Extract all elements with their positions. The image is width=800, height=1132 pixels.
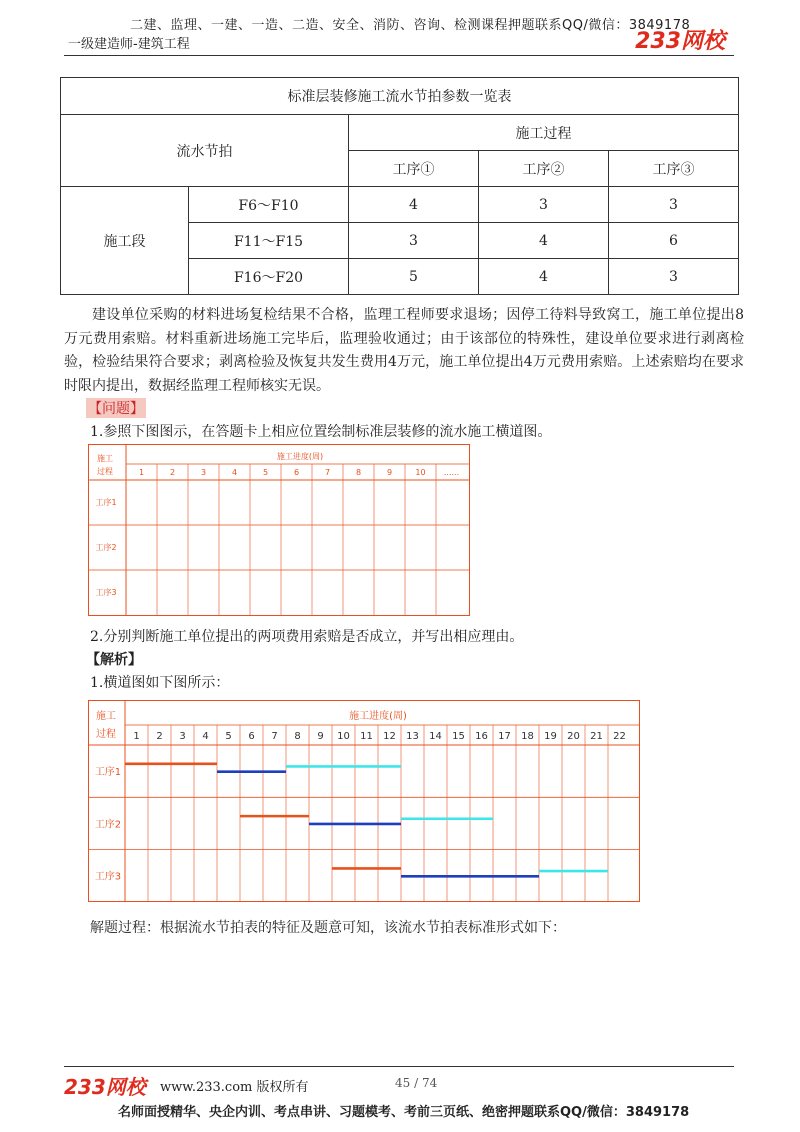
case-paragraph: 建设单位采购的材料进场复检结果不合格，监理工程师要求退场；因停工待料导致窝工，施工单位提出8万元费用索赔。材料重新进场施工完毕后，监理验收通过；由于该部位的特殊性，建设单位要求进行剥离检验，检验结果符合要求；剥离检验及恢复共发生费用4万元，施工单位提出4万元费用索赔。上述索赔均在要求时限内提出，数据经监理工程师核实无误。 bbox=[64, 307, 744, 394]
chart1-week-label: 9 bbox=[386, 468, 393, 477]
chart2-week-label: 16 bbox=[475, 731, 488, 742]
analysis-tag: 【解析】 bbox=[86, 652, 142, 668]
footer-site: www.233.com 版权所有 bbox=[160, 1080, 309, 1095]
chart2-week-label: 19 bbox=[544, 731, 557, 742]
header-logo: 233网校 bbox=[635, 29, 725, 54]
chart1-week-label: 8 bbox=[355, 468, 362, 477]
table-cell: 3 bbox=[609, 259, 739, 295]
table-cell: 3 bbox=[349, 223, 479, 259]
chart2-week-label: 2 bbox=[156, 731, 163, 742]
chart1-week-label: 10 bbox=[415, 468, 426, 477]
chart2-week-label: 13 bbox=[406, 731, 419, 742]
table-cell: 4 bbox=[349, 187, 479, 223]
chart2-week-label: 20 bbox=[567, 731, 580, 742]
chart1-week-label: 5 bbox=[262, 468, 269, 477]
chart1-week-label: 1 bbox=[138, 468, 145, 477]
header-subtitle: 一级建造师-建筑工程 bbox=[68, 37, 190, 52]
chart1-week-label: 3 bbox=[200, 468, 207, 477]
chart2-week-label: 1 bbox=[133, 731, 140, 742]
chart2-week-label: 12 bbox=[383, 731, 396, 742]
table-cell: 3 bbox=[479, 187, 609, 223]
solution-process-text: 解题过程：根据流水节拍表的特征及题意可知，该流水节拍表标准形式如下： bbox=[90, 920, 566, 936]
table-cell: 5 bbox=[349, 259, 479, 295]
param-table bbox=[60, 77, 739, 295]
chart2-progress-label: 施工进度(周) bbox=[349, 711, 407, 722]
chart1-week-label: 7 bbox=[324, 468, 331, 477]
header-top-line: 二建、监理、一建、一造、二造、安全、消防、咨询、检测课程押题联系QQ/微信：3849178 bbox=[130, 18, 691, 33]
table-title: 标准层装修施工流水节拍参数一览表 bbox=[61, 78, 739, 115]
chart1-row-label: 工序1 bbox=[95, 498, 117, 507]
page-number: 45 / 74 bbox=[395, 1076, 438, 1090]
table-cell: 4 bbox=[479, 223, 609, 259]
chart2-week-label: 9 bbox=[317, 731, 324, 742]
chart2-week-label: 21 bbox=[590, 731, 603, 742]
table-process-2: 工序② bbox=[479, 151, 609, 187]
chart1-progress-label: 施工进度(周) bbox=[276, 452, 324, 461]
table-cell: 6 bbox=[609, 223, 739, 259]
chart2-week-label: 14 bbox=[429, 731, 442, 742]
chart2-week-label: 5 bbox=[225, 731, 232, 742]
chart2-week-label: 11 bbox=[360, 731, 373, 742]
chart1-header-bottom: 过程 bbox=[97, 467, 113, 476]
table-process-header: 施工过程 bbox=[349, 115, 739, 151]
chart2-header-top: 施工 bbox=[96, 711, 116, 722]
table-process-3: 工序③ bbox=[609, 151, 739, 187]
footer-divider bbox=[64, 1066, 734, 1067]
table-segment: F16～F20 bbox=[189, 259, 349, 295]
chart2-week-label: 18 bbox=[521, 731, 534, 742]
chart2-header-bottom: 过程 bbox=[96, 729, 116, 740]
table-cell: 3 bbox=[609, 187, 739, 223]
chart1-border bbox=[89, 445, 470, 616]
question-2: 2.分别判断施工单位提出的两项费用索赔是否成立，并写出相应理由。 bbox=[90, 629, 524, 645]
chart2-week-label: 15 bbox=[452, 731, 465, 742]
chart2-week-label: 17 bbox=[498, 731, 511, 742]
chart2-week-label: 10 bbox=[337, 731, 350, 742]
chart2-week-label: 3 bbox=[179, 731, 186, 742]
blank-gantt-grid bbox=[88, 444, 470, 616]
chart1-week-label: 4 bbox=[231, 468, 238, 477]
table-segment: F11～F15 bbox=[189, 223, 349, 259]
question-1: 1.参照下图图示，在答题卡上相应位置绘制标准层装修的流水施工横道图。 bbox=[90, 424, 552, 440]
chart2-row-label: 工序3 bbox=[94, 871, 122, 883]
chart2-week-label: 7 bbox=[271, 731, 278, 742]
footer-bottom-line: 名师面授精华、央企内训、考点串讲、习题模考、考前三页纸、绝密押题联系QQ/微信：3849178 bbox=[118, 1105, 690, 1120]
chart2-week-label: 22 bbox=[613, 731, 626, 742]
chart1-row-label: 工序3 bbox=[95, 588, 117, 597]
chart2-week-label: 6 bbox=[248, 731, 255, 742]
chart1-week-label: 6 bbox=[293, 468, 300, 477]
chart2-row-label: 工序2 bbox=[94, 819, 122, 831]
chart1-week-label: ...... bbox=[443, 468, 460, 477]
chart2-row-label: 工序1 bbox=[94, 767, 122, 778]
table-process-1: 工序① bbox=[349, 151, 479, 187]
chart1-header-top: 施工 bbox=[97, 454, 113, 463]
chart1-row-label: 工序2 bbox=[95, 543, 117, 552]
table-segment-label: 施工段 bbox=[61, 187, 189, 295]
question-tag: 【问题】 bbox=[86, 398, 146, 418]
answer-1: 1.横道图如下图所示： bbox=[90, 675, 230, 691]
table-row-header: 流水节拍 bbox=[61, 115, 349, 187]
table-segment: F6～F10 bbox=[189, 187, 349, 223]
chart2-week-label: 4 bbox=[202, 731, 209, 742]
answer-gantt-chart bbox=[88, 700, 640, 902]
chart1-week-label: 2 bbox=[169, 468, 176, 477]
table-cell: 4 bbox=[479, 259, 609, 295]
header-divider bbox=[64, 55, 734, 56]
blank-gantt-chart bbox=[88, 444, 470, 616]
footer-logo: 233网校 bbox=[64, 1075, 146, 1099]
chart2-week-label: 8 bbox=[294, 731, 301, 742]
